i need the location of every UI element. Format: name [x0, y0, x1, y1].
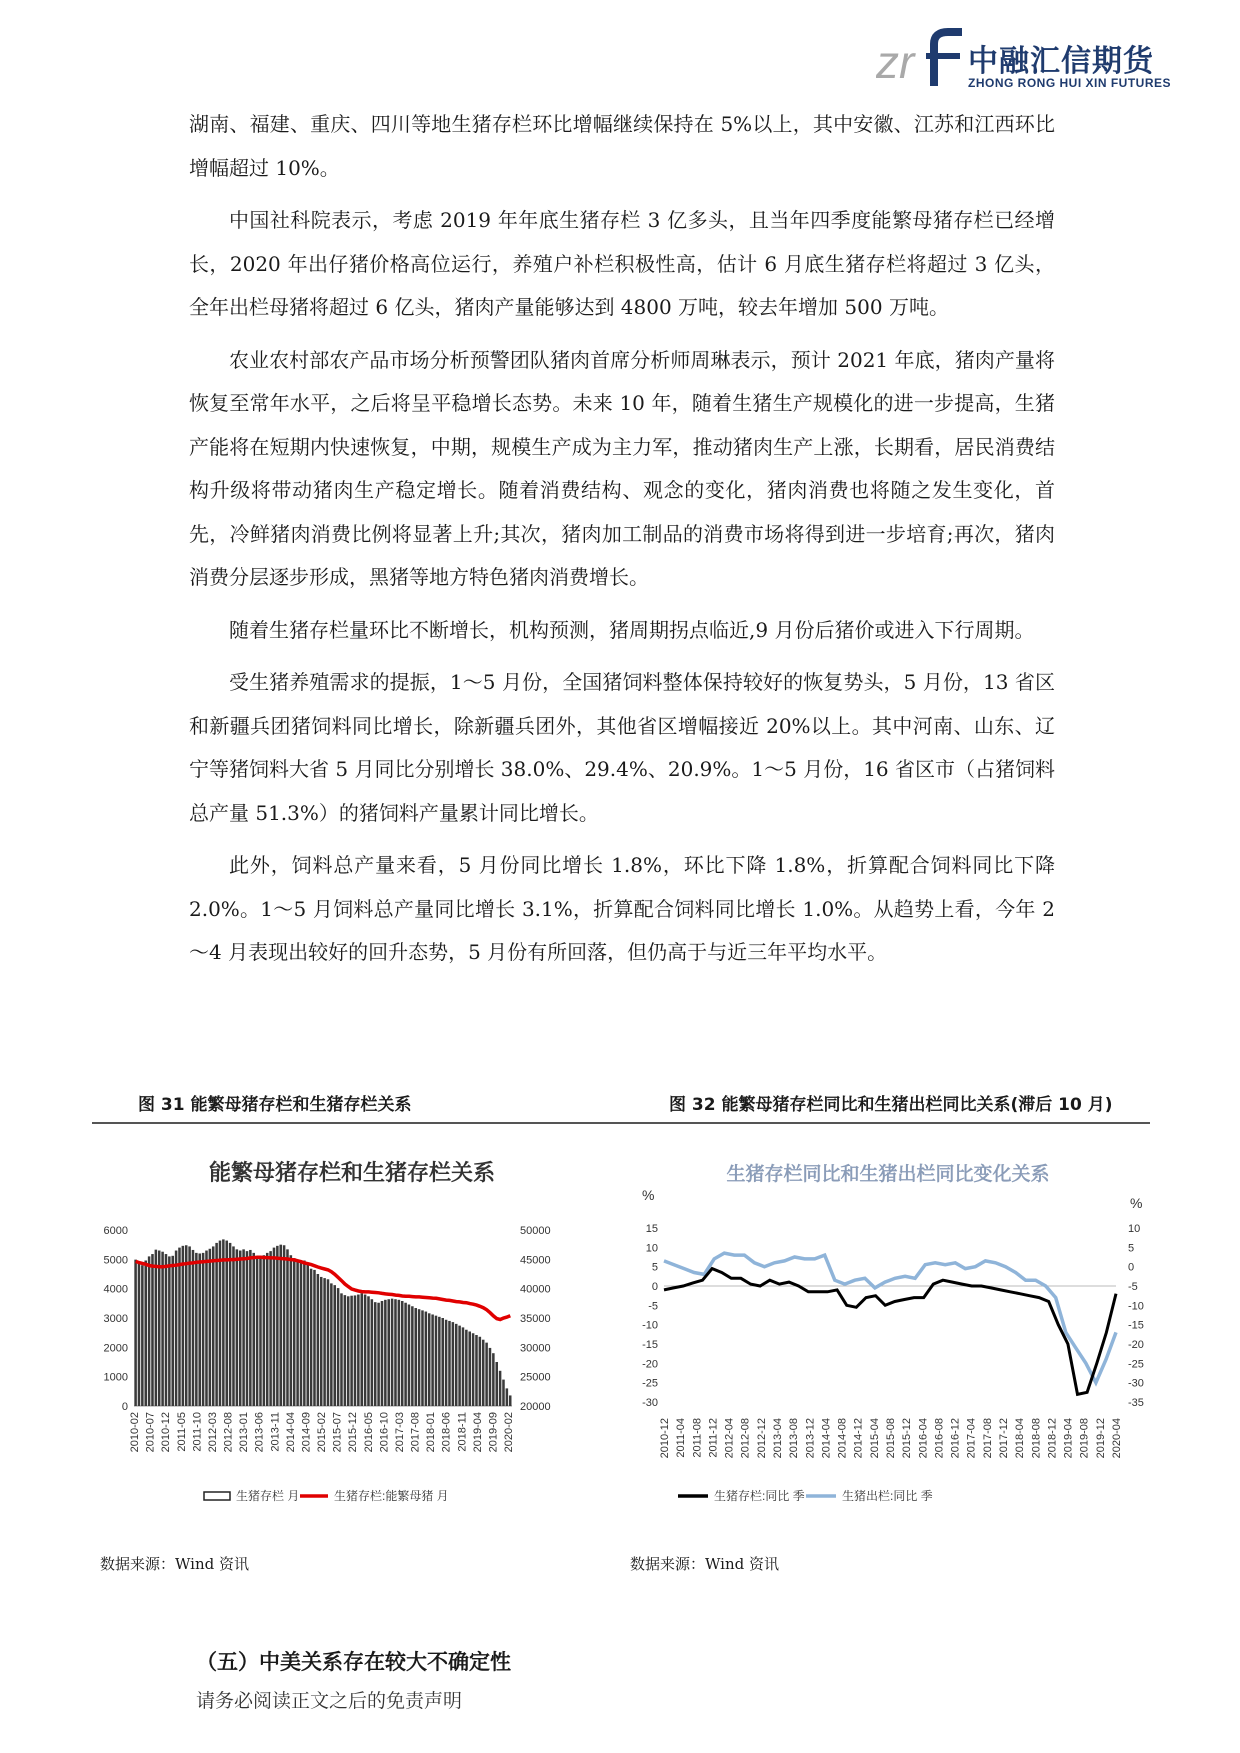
bar-hog-inventory	[360, 1293, 363, 1406]
y-left-tick-label: 10	[645, 1242, 658, 1255]
bar-hog-inventory	[381, 1301, 384, 1406]
bar-hog-inventory	[387, 1299, 390, 1406]
y-right-tick-label: 40000	[520, 1283, 551, 1296]
y-left-tick-label: 2000	[103, 1342, 128, 1355]
y-left-tick-label: 0	[121, 1401, 128, 1413]
x-tick-label: 2014-04	[820, 1418, 833, 1459]
y-right-tick-label: 5	[1128, 1242, 1135, 1255]
bar-hog-inventory	[377, 1303, 380, 1406]
bar-hog-inventory	[229, 1243, 232, 1406]
bar-hog-inventory	[479, 1337, 482, 1406]
bar-hog-inventory	[198, 1253, 201, 1406]
x-tick-label: 2019-04	[1062, 1418, 1075, 1459]
x-tick-label: 2011-08	[691, 1418, 704, 1458]
bar-hog-inventory	[158, 1251, 161, 1406]
bar-hog-inventory	[171, 1256, 174, 1406]
x-tick-label: 2010-12	[160, 1412, 173, 1453]
bar-hog-inventory	[404, 1303, 407, 1406]
x-tick-label: 2013-08	[788, 1418, 801, 1459]
bar-hog-inventory	[300, 1262, 303, 1406]
bar-hog-inventory	[458, 1326, 461, 1406]
bar-hog-inventory	[462, 1327, 465, 1406]
bar-hog-inventory	[350, 1296, 353, 1406]
bar-hog-inventory	[317, 1274, 320, 1406]
body-text	[189, 103, 1055, 984]
figure-31-source: 数据来源：Wind 资讯	[100, 1555, 249, 1573]
x-tick-label: 2017-12	[998, 1418, 1010, 1459]
x-tick-label: 2018-12	[1046, 1418, 1059, 1459]
bar-hog-inventory	[178, 1248, 181, 1406]
chart-sow-vs-hog-inventory	[92, 1138, 610, 1523]
paragraph-5: 受生猪养殖需求的提振，1～5 月份，全国猪饲料整体保持较好的恢复势头，5 月份，13 省区和新疆兵团猪饲料同比增长，除新疆兵团外，其他省区增幅接近 20%以上。其中河南、山东、辽宁等猪饲料大省 5 月同比分别增长 38.0%、29.4%、20.9%。1～5 月份，16 省区市（占猪饲料总产量 51.3%）的猪饲料产量累计同比增长。	[189, 670, 1056, 825]
znf-logo-icon	[876, 26, 966, 92]
bar-hog-inventory	[202, 1253, 205, 1406]
y-right-tick-label: -10	[1128, 1300, 1144, 1313]
x-tick-label: 2016-10	[378, 1412, 391, 1453]
line-hog-slaughter-yoy	[664, 1253, 1116, 1383]
bar-hog-inventory	[222, 1239, 225, 1406]
chart-yoy-inventory-vs-slaughter	[628, 1138, 1150, 1523]
y-left-tick-label: 6000	[103, 1225, 128, 1237]
y-left-tick-label: 1000	[103, 1371, 128, 1384]
bar-hog-inventory	[155, 1250, 158, 1406]
x-tick-label: 2015-12	[901, 1418, 914, 1459]
bar-hog-inventory	[195, 1253, 198, 1406]
bar-hog-inventory	[414, 1308, 417, 1406]
bar-hog-inventory	[337, 1288, 340, 1406]
bar-hog-inventory	[435, 1316, 438, 1406]
bar-hog-inventory	[306, 1263, 309, 1406]
y-right-tick-label: 45000	[520, 1254, 551, 1267]
x-tick-label: 2019-04	[471, 1412, 484, 1453]
svg-text:zr: zr	[876, 36, 915, 88]
x-tick-label: 2018-04	[1014, 1418, 1027, 1459]
chart-title: 能繁母猪存栏和生猪存栏关系	[208, 1160, 496, 1185]
bar-hog-inventory	[384, 1300, 387, 1406]
bar-hog-inventory	[192, 1250, 195, 1406]
x-tick-label: 2014-12	[852, 1418, 865, 1459]
bar-hog-inventory	[452, 1322, 455, 1406]
bar-hog-inventory	[333, 1285, 336, 1406]
x-tick-label: 2016-05	[362, 1412, 375, 1453]
bar-hog-inventory	[364, 1295, 367, 1406]
bar-hog-inventory	[276, 1246, 279, 1406]
disclaimer: 请务必阅读正文之后的免责声明	[196, 1690, 463, 1712]
bar-hog-inventory	[320, 1277, 323, 1406]
x-tick-label: 2016-08	[933, 1418, 946, 1459]
x-tick-label: 2014-09	[300, 1412, 313, 1453]
x-tick-label: 2018-06	[440, 1412, 453, 1453]
bar-hog-inventory	[455, 1324, 458, 1406]
bar-hog-inventory	[485, 1343, 488, 1406]
bar-hog-inventory	[165, 1254, 168, 1406]
x-tick-label: 2016-12	[949, 1418, 962, 1459]
x-tick-label: 2010-12	[659, 1418, 671, 1459]
x-tick-label: 2018-08	[1030, 1418, 1043, 1459]
bar-hog-inventory	[354, 1295, 357, 1406]
paragraph-2: 中国社科院表示，考虑 2019 年年底生猪存栏 3 亿多头，且当年四季度能繁母猪存栏已经增长，2020 年出仔猪价格高位运行，养殖户补栏积极性高，估计 6 月底生猪存栏将超过 3 亿头，全年出栏母猪将超过 6 亿头，猪肉产量能够达到 4800 万吨，较去年增加 500 万吨。	[189, 208, 1055, 319]
legend-swatch-bar	[204, 1492, 230, 1500]
y-right-tick-label: -35	[1128, 1397, 1144, 1409]
bar-hog-inventory	[175, 1251, 178, 1406]
bar-hog-inventory	[340, 1293, 343, 1406]
x-tick-label: 2017-08	[409, 1412, 422, 1453]
y-right-tick-label: 30000	[520, 1342, 551, 1355]
bar-hog-inventory	[263, 1255, 266, 1406]
y-left-tick-label: -25	[642, 1377, 658, 1390]
x-tick-label: 2019-12	[1094, 1418, 1107, 1459]
bar-hog-inventory	[273, 1248, 276, 1406]
bar-hog-inventory	[465, 1330, 468, 1406]
y-right-tick-label: -30	[1128, 1377, 1144, 1390]
y-left-tick-label: -10	[642, 1319, 658, 1332]
x-tick-label: 2020-04	[1111, 1418, 1123, 1459]
bar-hog-inventory	[242, 1249, 245, 1406]
bar-hog-inventory	[249, 1250, 252, 1406]
bar-hog-inventory	[408, 1305, 411, 1406]
x-tick-label: 2019-09	[487, 1412, 500, 1453]
y-left-axis-label: %	[642, 1187, 655, 1203]
x-tick-label: 2012-08	[222, 1412, 235, 1453]
paragraph-1: 湖南、福建、重庆、四川等地生猪存栏环比增幅继续保持在 5%以上，其中安徽、江苏和江西环比增幅超过 10%。	[189, 112, 1055, 180]
y-left-tick-label: 15	[645, 1223, 658, 1235]
bar-hog-inventory	[327, 1279, 330, 1406]
y-right-tick-label: 0	[1128, 1261, 1135, 1274]
bar-hog-inventory	[239, 1251, 242, 1406]
y-left-tick-label: 5000	[103, 1254, 128, 1267]
bar-hog-inventory	[313, 1270, 316, 1406]
figure-32-source: 数据来源：Wind 资讯	[630, 1555, 779, 1573]
x-tick-label: 2019-08	[1078, 1418, 1091, 1459]
bar-hog-inventory	[148, 1256, 151, 1406]
bar-hog-inventory	[296, 1261, 299, 1406]
y-left-tick-label: 5	[651, 1261, 658, 1274]
x-tick-label: 2013-06	[253, 1412, 266, 1453]
bar-hog-inventory	[421, 1310, 424, 1406]
legend-label-series1: 生猪存栏:同比 季	[714, 1489, 805, 1503]
bar-hog-inventory	[347, 1296, 350, 1406]
x-tick-label: 2015-02	[316, 1412, 328, 1453]
bar-hog-inventory	[219, 1241, 222, 1406]
bar-hog-inventory	[236, 1249, 239, 1406]
y-right-tick-label: -25	[1128, 1358, 1144, 1371]
x-tick-label: 2012-04	[723, 1418, 736, 1459]
bar-hog-inventory	[259, 1256, 262, 1406]
bar-hog-inventory	[269, 1251, 272, 1406]
x-tick-label: 2012-03	[206, 1412, 219, 1453]
bar-hog-inventory	[438, 1317, 441, 1406]
x-tick-label: 2014-08	[836, 1418, 849, 1459]
x-tick-label: 2018-01	[425, 1412, 438, 1453]
bar-hog-inventory	[215, 1243, 218, 1406]
bar-hog-inventory	[418, 1309, 421, 1406]
bar-hog-inventory	[182, 1246, 185, 1406]
bar-hog-inventory	[138, 1262, 141, 1406]
bar-hog-inventory	[445, 1320, 448, 1406]
y-right-tick-label: 50000	[520, 1225, 551, 1237]
bar-hog-inventory	[185, 1245, 188, 1406]
bar-hog-inventory	[367, 1296, 370, 1406]
logo-english-name: ZHONG RONG HUI XIN FUTURES	[968, 76, 1172, 90]
bar-hog-inventory	[141, 1265, 144, 1406]
bar-hog-inventory	[401, 1301, 404, 1406]
bar-hog-inventory	[283, 1245, 286, 1406]
paragraph-4: 随着生猪存栏量环比不断增长，机构预测，猪周期拐点临近,9 月份后猪价或进入下行周期。	[229, 617, 1035, 642]
bar-hog-inventory	[431, 1314, 434, 1406]
x-tick-label: 2017-04	[965, 1418, 978, 1459]
y-left-tick-label: -30	[642, 1397, 658, 1409]
bar-hog-inventory	[246, 1251, 249, 1406]
bar-hog-inventory	[428, 1313, 431, 1406]
y-right-tick-label: 20000	[520, 1401, 551, 1413]
figure-32-caption: 图 32 能繁母猪存栏同比和生猪出栏同比关系(滞后 10 月)	[669, 1095, 1113, 1115]
bar-hog-inventory	[279, 1245, 282, 1406]
bar-hog-inventory	[425, 1312, 428, 1406]
bar-hog-inventory	[495, 1362, 498, 1406]
x-tick-label: 2013-01	[238, 1412, 251, 1453]
x-tick-label: 2013-11	[269, 1412, 282, 1452]
section-heading: （五）中美关系存在较大不确定性	[196, 1650, 511, 1674]
x-tick-label: 2015-08	[885, 1418, 897, 1459]
bar-hog-inventory	[134, 1260, 137, 1406]
bar-hog-inventory	[188, 1246, 191, 1406]
x-tick-label: 2020-02	[503, 1412, 515, 1453]
bar-hog-inventory	[468, 1331, 471, 1406]
y-right-tick-label: 10	[1128, 1223, 1141, 1235]
bar-hog-inventory	[266, 1253, 269, 1406]
bar-hog-inventory	[256, 1258, 259, 1406]
bar-hog-inventory	[398, 1300, 401, 1406]
x-tick-label: 2013-12	[804, 1418, 817, 1459]
bar-hog-inventory	[303, 1261, 306, 1406]
bar-hog-inventory	[502, 1380, 505, 1406]
x-tick-label: 2017-03	[393, 1412, 406, 1453]
bar-hog-inventory	[391, 1299, 394, 1406]
x-tick-label: 2017-08	[981, 1418, 994, 1459]
logo-chinese-name: 中融汇信期货	[968, 44, 1154, 79]
y-right-tick-label: -5	[1128, 1281, 1138, 1293]
bar-hog-inventory	[441, 1318, 444, 1406]
bar-hog-inventory	[310, 1269, 313, 1406]
x-tick-label: 2018-11	[456, 1412, 469, 1452]
x-tick-label: 2010-02	[129, 1412, 141, 1453]
bar-hog-inventory	[323, 1278, 326, 1406]
bar-hog-inventory	[394, 1299, 397, 1406]
x-tick-label: 2015-12	[347, 1412, 360, 1453]
bar-hog-inventory	[144, 1261, 147, 1406]
bar-hog-inventory	[374, 1302, 377, 1406]
legend-label-line: 生猪存栏:能繁母猪 月	[334, 1489, 449, 1503]
legend-label-bar: 生猪存栏 月	[236, 1489, 300, 1503]
y-left-tick-label: 4000	[103, 1283, 128, 1296]
y-left-tick-label: -20	[642, 1358, 658, 1371]
bar-hog-inventory	[290, 1255, 293, 1406]
y-right-tick-label: -15	[1128, 1319, 1144, 1332]
y-left-tick-label: -5	[648, 1300, 658, 1313]
bar-hog-inventory	[475, 1335, 478, 1406]
x-tick-label: 2011-04	[675, 1418, 688, 1458]
bar-hog-inventory	[492, 1353, 495, 1406]
x-tick-label: 2012-12	[755, 1418, 768, 1459]
x-tick-label: 2010-07	[144, 1412, 157, 1453]
bar-hog-inventory	[448, 1321, 451, 1406]
bar-hog-inventory	[232, 1246, 235, 1406]
bar-hog-inventory	[330, 1283, 333, 1406]
bar-hog-inventory	[472, 1333, 475, 1406]
y-right-tick-label: 35000	[520, 1313, 551, 1325]
bar-hog-inventory	[489, 1348, 492, 1406]
caption-divider	[92, 1122, 1150, 1124]
bar-hog-inventory	[161, 1252, 164, 1406]
x-tick-label: 2015-07	[331, 1412, 344, 1453]
paragraph-3: 农业农村部农产品市场分析预警团队猪肉首席分析师周琳表示，预计 2021 年底，猪肉产量将恢复至常年水平，之后将呈平稳增长态势。未来 10 年，随着生猪生产规模化的进一步提高，生猪产能将在短期内快速恢复，中期，规模生产成为主力军，推动猪肉生产上涨，长期看，居民消费结构升级将带动猪肉生产稳定增长。随着消费结构、观念的变化，猪肉消费也将随之发生变化，首先，冷鲜猪肉消费比例将显著上升;其次，猪肉加工制品的消费市场将得到进一步培育;再次，猪肉消费分层逐步形成，黑猪等地方特色猪肉消费增长。	[189, 347, 1055, 589]
x-tick-label: 2013-04	[772, 1418, 784, 1459]
bar-hog-inventory	[357, 1295, 360, 1406]
bar-hog-inventory	[286, 1249, 289, 1406]
bar-hog-inventory	[151, 1254, 154, 1406]
bar-hog-inventory	[293, 1258, 296, 1406]
company-logo	[876, 26, 1172, 92]
bar-hog-inventory	[499, 1371, 502, 1406]
y-left-tick-label: -15	[642, 1339, 658, 1351]
y-right-tick-label: -20	[1128, 1339, 1144, 1351]
bar-hog-inventory	[506, 1388, 509, 1406]
y-right-tick-label: 25000	[520, 1371, 551, 1384]
bar-hog-inventory	[411, 1306, 414, 1406]
y-left-tick-label: 3000	[103, 1313, 128, 1325]
x-tick-label: 2016-04	[917, 1418, 930, 1459]
bar-hog-inventory	[252, 1253, 255, 1406]
bar-hog-inventory	[371, 1299, 374, 1406]
x-tick-label: 2011-10	[191, 1412, 204, 1452]
bar-hog-inventory	[205, 1251, 208, 1406]
y-left-tick-label: 0	[651, 1281, 658, 1293]
bar-hog-inventory	[482, 1340, 485, 1406]
x-tick-label: 2011-12	[707, 1418, 720, 1458]
y-right-axis-label: %	[1130, 1195, 1143, 1211]
bar-hog-inventory	[168, 1256, 171, 1406]
x-tick-label: 2014-04	[284, 1412, 297, 1453]
x-tick-label: 2012-08	[739, 1418, 752, 1459]
legend-label-series2: 生猪出栏:同比 季	[842, 1489, 933, 1503]
figure-31-caption: 图 31 能繁母猪存栏和生猪存栏关系	[138, 1095, 412, 1115]
bar-hog-inventory	[344, 1295, 347, 1406]
bar-hog-inventory	[225, 1241, 228, 1406]
x-tick-label: 2015-04	[868, 1418, 881, 1459]
bar-hog-inventory	[209, 1249, 212, 1406]
x-tick-label: 2011-05	[175, 1412, 188, 1452]
bar-hog-inventory	[212, 1246, 215, 1406]
paragraph-6: 此外，饲料总产量来看，5 月份同比增长 1.8%，环比下降 1.8%，折算配合饲料同比下降 2.0%。1～5 月饲料总产量同比增长 3.1%，折算配合饲料同比增长 1.0%。从趋势上看，今年 2～4 月表现出较好的回升态势，5 月份有所回落，但仍高于与近三年平均水平。	[189, 853, 1055, 964]
bar-hog-inventory	[509, 1395, 512, 1406]
chart-title: 生猪存栏同比和生猪出栏同比变化关系	[726, 1164, 1050, 1185]
